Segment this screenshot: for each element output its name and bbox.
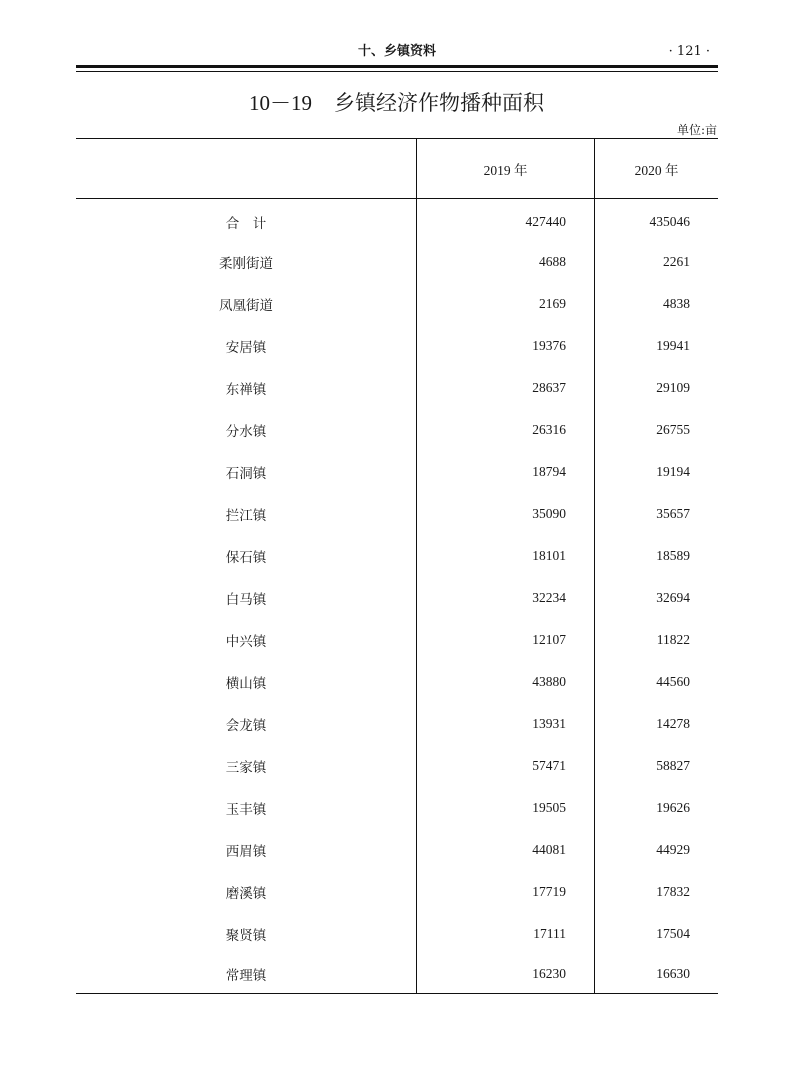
table-title-text: 乡镇经济作物播种面积 — [334, 91, 544, 115]
row-name-cell: 会龙镇 — [76, 703, 417, 745]
section-title: 十、乡镇资料 — [357, 44, 436, 59]
row-name-cell: 三家镇 — [76, 745, 417, 787]
row-name-cell: 安居镇 — [76, 325, 417, 367]
table-row — [76, 871, 718, 913]
row-name-cell: 合 计 — [76, 199, 417, 242]
table-row — [76, 955, 718, 994]
unit-label: 单位:亩 — [676, 123, 717, 137]
row-name-cell: 常理镇 — [76, 955, 417, 994]
value-2020-cell: 2261 — [663, 254, 690, 269]
table-title — [0, 90, 793, 116]
value-2020-cell: 29109 — [656, 380, 690, 395]
row-name-cell: 西眉镇 — [76, 829, 417, 871]
value-2019-cell: 2169 — [417, 283, 595, 325]
value-2020-cell: 19194 — [656, 464, 690, 479]
table-row — [76, 493, 718, 535]
table-body — [76, 199, 718, 994]
value-2019-cell: 28637 — [417, 367, 595, 409]
value-2020-cell: 435046 — [649, 213, 690, 229]
column-header-2020: 2020 年 — [595, 139, 719, 199]
table-row — [76, 283, 718, 325]
value-2020-cell: 4838 — [663, 296, 690, 311]
table-row — [76, 241, 718, 283]
table-header-row — [76, 139, 718, 199]
table-row — [76, 535, 718, 577]
row-name-cell: 聚贤镇 — [76, 913, 417, 955]
row-name-cell: 石洞镇 — [76, 451, 417, 493]
table-row — [76, 619, 718, 661]
value-2020-cell: 26755 — [656, 422, 690, 437]
row-name-cell: 横山镇 — [76, 661, 417, 703]
row-name-cell: 拦江镇 — [76, 493, 417, 535]
value-2019-cell: 43880 — [417, 661, 595, 703]
column-header-name — [76, 139, 417, 199]
row-name-cell: 东禅镇 — [76, 367, 417, 409]
value-2019-cell: 13931 — [417, 703, 595, 745]
value-2020-cell: 19941 — [656, 338, 690, 353]
table-row — [76, 367, 718, 409]
value-2020-cell: 35657 — [656, 506, 690, 521]
value-2019-cell: 44081 — [417, 829, 595, 871]
value-2020-cell: 14278 — [656, 716, 690, 731]
value-2020-cell: 16630 — [595, 955, 719, 994]
table-row — [76, 199, 718, 242]
value-2019-cell: 18101 — [417, 535, 595, 577]
row-name-cell: 白马镇 — [76, 577, 417, 619]
row-name-cell: 中兴镇 — [76, 619, 417, 661]
row-name-cell: 凤凰街道 — [76, 283, 417, 325]
value-2019-cell: 57471 — [417, 745, 595, 787]
table-row — [76, 409, 718, 451]
value-2019-cell: 12107 — [417, 619, 595, 661]
table-row — [76, 787, 718, 829]
value-2019-cell: 16230 — [417, 955, 595, 994]
value-2019-cell: 19376 — [417, 325, 595, 367]
table-row — [76, 577, 718, 619]
row-name-cell: 分水镇 — [76, 409, 417, 451]
value-2019-cell: 35090 — [417, 493, 595, 535]
row-name-cell: 柔刚街道 — [76, 241, 417, 283]
value-2020-cell: 17504 — [656, 926, 690, 941]
value-2020-cell: 11822 — [656, 632, 690, 647]
value-2020-cell: 44929 — [656, 842, 690, 857]
value-2019-cell: 427440 — [417, 199, 595, 242]
value-2020-cell: 44560 — [656, 674, 690, 689]
value-2019-cell: 4688 — [417, 241, 595, 283]
column-header-2019: 2019 年 — [417, 139, 595, 199]
value-2019-cell: 32234 — [417, 577, 595, 619]
value-2019-cell: 17111 — [417, 913, 595, 955]
value-2019-cell: 26316 — [417, 409, 595, 451]
data-table — [76, 138, 718, 994]
value-2019-cell: 19505 — [417, 787, 595, 829]
table-number: 10－19 — [249, 91, 312, 115]
page-number: · 121 · — [668, 44, 710, 59]
table-row — [76, 913, 718, 955]
table-row — [76, 661, 718, 703]
value-2019-cell: 17719 — [417, 871, 595, 913]
row-name-cell: 保石镇 — [76, 535, 417, 577]
table-row — [76, 829, 718, 871]
table-row — [76, 325, 718, 367]
table-row — [76, 451, 718, 493]
row-name-cell: 磨溪镇 — [76, 871, 417, 913]
value-2020-cell: 17832 — [656, 884, 690, 899]
header-rule-thin — [76, 71, 718, 72]
value-2020-cell: 32694 — [656, 590, 690, 605]
table-row — [76, 745, 718, 787]
table-row — [76, 703, 718, 745]
value-2020-cell: 19626 — [656, 800, 690, 815]
running-header — [76, 42, 718, 62]
value-2020-cell: 58827 — [656, 758, 690, 773]
value-2020-cell: 18589 — [656, 548, 690, 563]
row-name-cell: 玉丰镇 — [76, 787, 417, 829]
value-2019-cell: 18794 — [417, 451, 595, 493]
header-rule-thick — [76, 65, 718, 68]
